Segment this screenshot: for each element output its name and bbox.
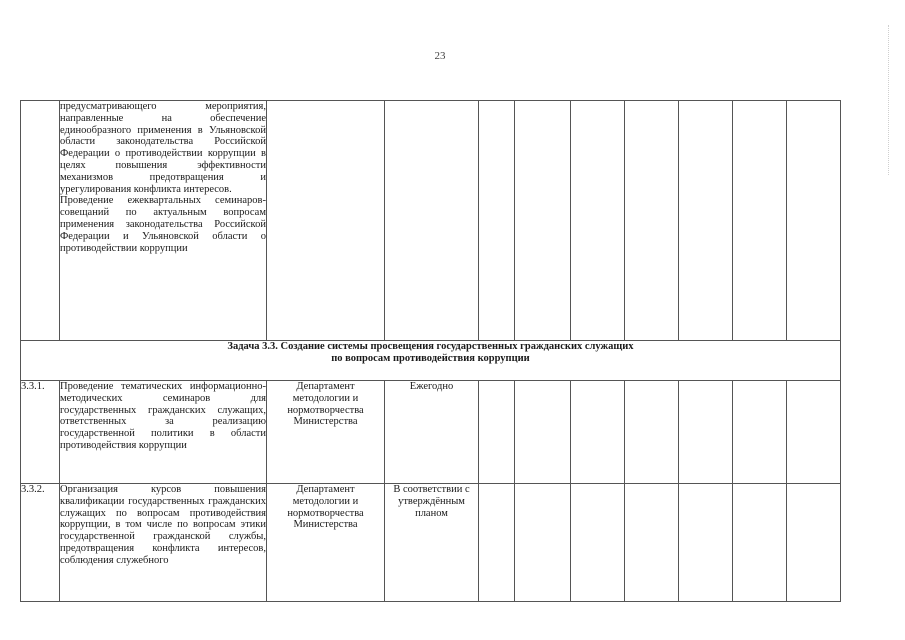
item-executor: Департамент методологии и нормотворчества Министерства	[267, 381, 385, 484]
empty-cell	[571, 484, 625, 602]
empty-cell	[515, 101, 571, 341]
empty-cell	[625, 101, 679, 341]
empty-cell	[479, 101, 515, 341]
empty-cell	[733, 101, 787, 341]
measures-table	[20, 100, 841, 602]
empty-cell	[625, 381, 679, 484]
empty-cell	[571, 101, 625, 341]
table-row-3-3-2	[21, 484, 841, 602]
item-description: Организация курсов повышения квалификации государственных гражданских служащих по вопросам противодействия коррупции, в том числе по вопросам этики государственной гражданской службы, предотвращения конфликта интересов, соблюдения служебного	[60, 484, 267, 602]
table-row-3-3-1	[21, 381, 841, 484]
task-title-line: по вопросам противодействия коррупции	[331, 352, 530, 364]
item-description: Проведение тематических информационно-методических семинаров для государственных гражданских служащих, ответственных за реализацию государственной политики в области противодействия коррупции	[60, 381, 267, 484]
table-row-task	[21, 341, 841, 381]
item-number: 3.3.1.	[21, 381, 60, 484]
scan-edge-artifact	[888, 25, 890, 175]
item-number: 3.3.2.	[21, 484, 60, 602]
executor-cell	[267, 101, 385, 341]
empty-cell	[679, 484, 733, 602]
empty-cell	[679, 101, 733, 341]
empty-cell	[515, 484, 571, 602]
empty-cell	[625, 484, 679, 602]
page-number: 23	[434, 50, 446, 62]
empty-cell	[679, 381, 733, 484]
term-cell	[385, 101, 479, 341]
task-heading-cell	[21, 341, 841, 381]
empty-cell	[733, 381, 787, 484]
item-term: В соответствии с утверждённым планом	[385, 484, 479, 602]
empty-cell	[787, 381, 841, 484]
empty-cell	[733, 484, 787, 602]
item-executor: Департамент методологии и нормотворчества Министерства	[267, 484, 385, 602]
item-term: Ежегодно	[385, 381, 479, 484]
description-cell	[60, 101, 267, 341]
empty-cell	[787, 101, 841, 341]
empty-cell	[787, 484, 841, 602]
row-number-cell	[21, 101, 60, 341]
empty-cell	[515, 381, 571, 484]
description-paragraph: Проведение ежеквартальных семинаров-совещаний по актуальным вопросам применения законодательства Российской Федерации и Ульяновской области о противодействии коррупции	[60, 195, 266, 254]
description-paragraph: предусматривающего мероприятия, направленные на обеспечение единообразного применения в Ульяновской области законодательства Российской Федерации о противодействии коррупции в целях повышения эффективности механизмов предотвращения и урегулирования конфликта интересов.	[60, 101, 266, 195]
empty-cell	[479, 484, 515, 602]
empty-cell	[479, 381, 515, 484]
table-row-continuation	[21, 101, 841, 341]
task-title-line: Задача 3.3. Создание системы просвещения государственных гражданских служащих	[227, 341, 634, 352]
empty-cell	[571, 381, 625, 484]
